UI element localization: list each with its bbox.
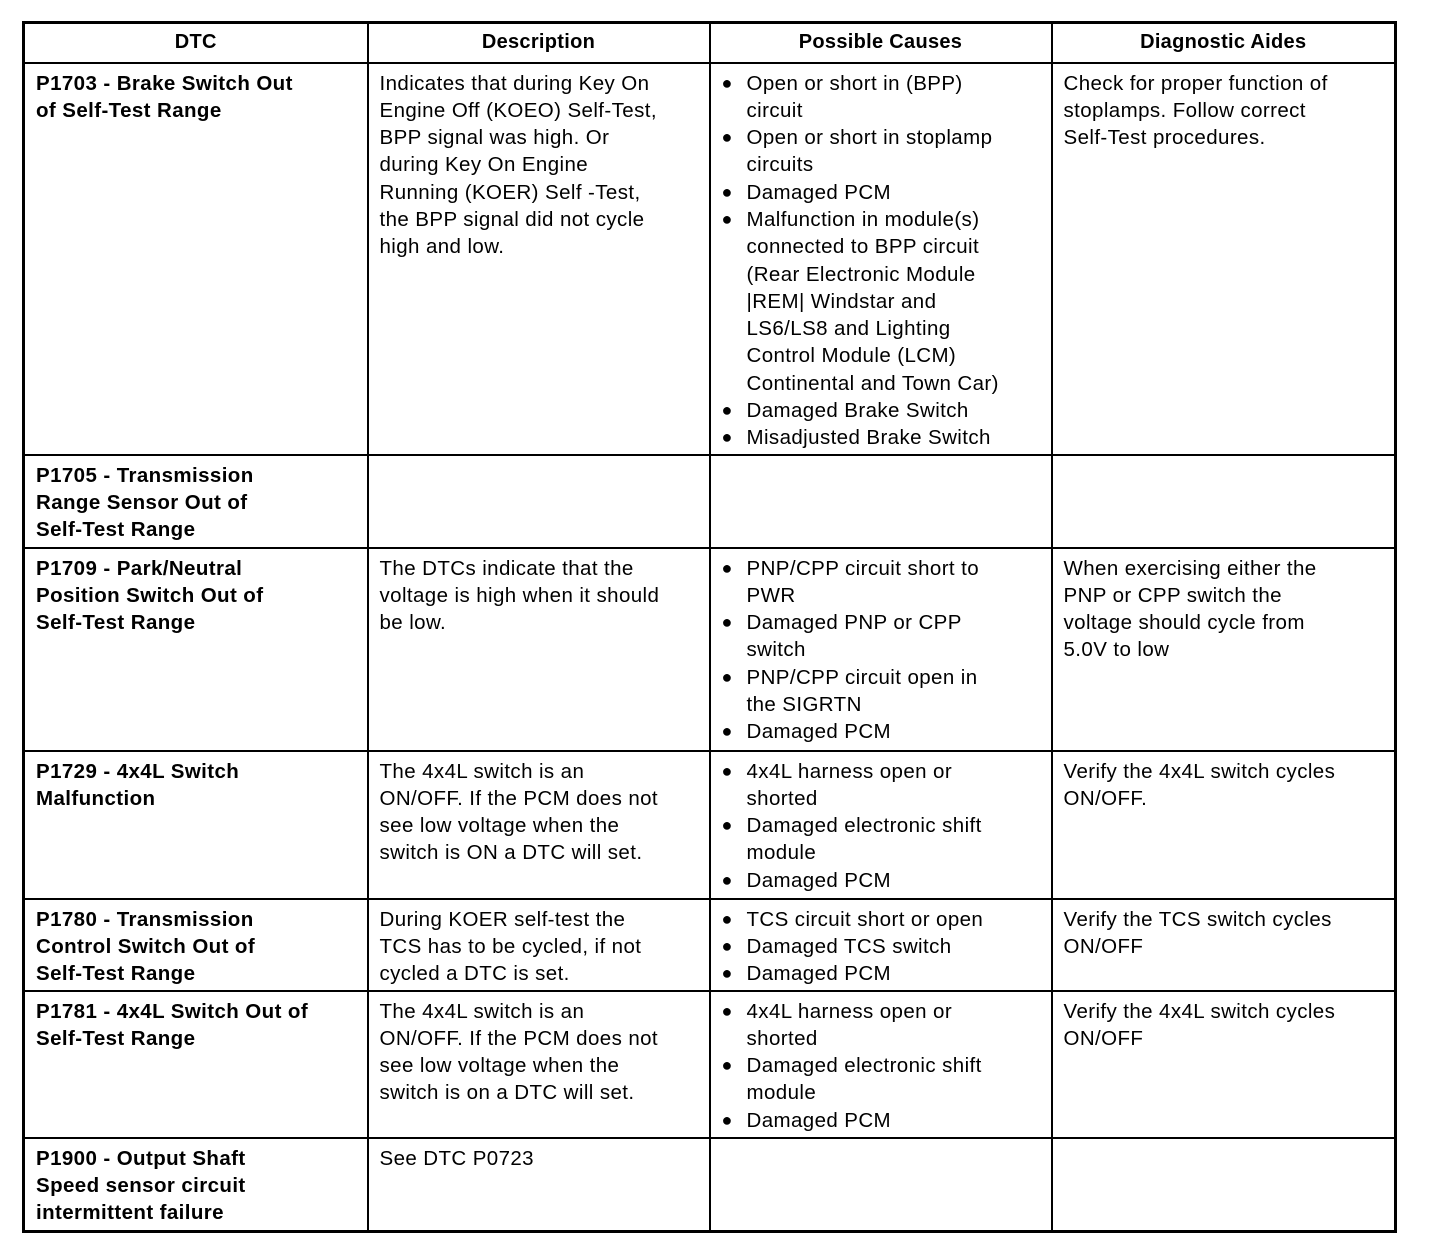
description-cell bbox=[368, 991, 710, 1138]
cause-item bbox=[721, 179, 1045, 206]
bullet-icon: ● bbox=[721, 963, 733, 984]
diagnostic-aides-text: Check for proper function of stoplamps. Follow correct Self-Test procedures. bbox=[1063, 71, 1328, 150]
cause-item bbox=[721, 960, 1045, 987]
cause-text: Damaged electronic shift module bbox=[746, 1054, 982, 1105]
cause-item bbox=[721, 206, 1045, 397]
dtc-cell bbox=[24, 1138, 368, 1232]
table-row bbox=[24, 455, 1396, 548]
table-body bbox=[24, 63, 1396, 1232]
dtc-cell bbox=[24, 991, 368, 1138]
bullet-icon: ● bbox=[721, 127, 733, 148]
cause-item bbox=[721, 812, 1045, 867]
cause-text: Damaged PCM bbox=[746, 1108, 892, 1132]
cause-text: 4x4L harness open or shorted bbox=[746, 759, 953, 810]
table-row bbox=[24, 548, 1396, 751]
diagnostic-aides-text bbox=[1053, 456, 1395, 462]
diagnostic-aides-text bbox=[1053, 1139, 1395, 1145]
table-row bbox=[24, 899, 1396, 991]
cause-text: Damaged PCM bbox=[746, 868, 892, 892]
diagnostic-aides-cell bbox=[1052, 991, 1396, 1138]
bullet-icon: ● bbox=[721, 760, 733, 781]
possible-causes-cell bbox=[710, 1138, 1052, 1232]
bullet-icon: ● bbox=[721, 869, 733, 890]
dtc-cell bbox=[24, 63, 368, 455]
cause-item bbox=[721, 1052, 1045, 1107]
bullet-icon: ● bbox=[721, 721, 733, 742]
diagnostic-aides-text: Verify the 4x4L switch cycles ON/OFF bbox=[1063, 999, 1336, 1050]
diagnostic-aides-cell bbox=[1052, 899, 1396, 991]
description-cell bbox=[368, 899, 710, 991]
diagnostic-aides-cell bbox=[1052, 751, 1396, 899]
causes-list bbox=[711, 549, 1051, 746]
possible-causes-cell bbox=[710, 63, 1052, 455]
cause-item bbox=[721, 424, 1045, 451]
cause-item bbox=[721, 555, 1045, 610]
diagnostic-aides-cell bbox=[1052, 1138, 1396, 1232]
causes-list bbox=[711, 900, 1051, 988]
dtc-code-text: P1703 - Brake Switch Out of Self-Test Range bbox=[36, 71, 293, 122]
header-diagnostic-aides: Diagnostic Aides bbox=[1052, 23, 1396, 63]
bullet-icon: ● bbox=[721, 427, 733, 448]
diagnostic-aides-text: Verify the TCS switch cycles ON/OFF bbox=[1063, 907, 1332, 958]
description-cell bbox=[368, 455, 710, 548]
cause-item bbox=[721, 718, 1045, 745]
bullet-icon: ● bbox=[721, 666, 733, 687]
header-description: Description bbox=[368, 23, 710, 63]
possible-causes-cell bbox=[710, 991, 1052, 1138]
possible-causes-cell bbox=[710, 548, 1052, 751]
dtc-code-text: P1705 - Transmission Range Sensor Out of Self-Test Range bbox=[36, 463, 254, 542]
diagnostic-aides-cell bbox=[1052, 548, 1396, 751]
diagnostic-aides-text: Verify the 4x4L switch cycles ON/OFF. bbox=[1063, 759, 1336, 810]
causes-list bbox=[711, 64, 1051, 452]
bullet-icon: ● bbox=[721, 1055, 733, 1076]
cause-text: PNP/CPP circuit open in the SIGRTN bbox=[746, 665, 978, 716]
cause-text: Damaged PNP or CPP switch bbox=[746, 611, 962, 662]
cause-text: Malfunction in module(s) connected to BPP circuit (Rear Electronic Module |REM| Windstar and LS6/LS8 and Lighting Control Module (LCM) Continental and Town Car) bbox=[746, 207, 999, 395]
description-text: The 4x4L switch is an ON/OFF. If the PCM does not see low voltage when the switch is ON a DTC will set. bbox=[379, 759, 659, 865]
table-row bbox=[24, 1138, 1396, 1232]
dtc-code-text: P1780 - Transmission Control Switch Out of Self-Test Range bbox=[36, 907, 256, 986]
description-cell bbox=[368, 751, 710, 899]
cause-text: Misadjusted Brake Switch bbox=[746, 426, 991, 450]
cause-item bbox=[721, 124, 1045, 179]
bullet-icon: ● bbox=[721, 208, 733, 229]
bullet-icon: ● bbox=[721, 1109, 733, 1130]
header-row bbox=[24, 23, 1396, 63]
dtc-cell bbox=[24, 455, 368, 548]
description-text: See DTC P0723 bbox=[379, 1146, 534, 1170]
description-text: Indicates that during Key On Engine Off (KOEO) Self-Test, BPP signal was high. Or during Key On Engine Running (KOER) Self -Test, the BPP signal did not cycle high and low. bbox=[379, 71, 657, 259]
bullet-icon: ● bbox=[721, 400, 733, 421]
description-text bbox=[369, 456, 709, 462]
diagnostic-aides-text: When exercising either the PNP or CPP switch the voltage should cycle from 5.0V to low bbox=[1063, 556, 1317, 662]
diagnostic-aides-cell bbox=[1052, 63, 1396, 455]
cause-item bbox=[721, 933, 1045, 960]
dtc-code-text: P1729 - 4x4L Switch Malfunction bbox=[36, 759, 240, 810]
cause-text: Damaged PCM bbox=[746, 720, 892, 744]
cause-text: PNP/CPP circuit short to PWR bbox=[746, 556, 980, 607]
cause-item bbox=[721, 664, 1045, 719]
description-text: The 4x4L switch is an ON/OFF. If the PCM does not see low voltage when the switch is on a DTC will set. bbox=[379, 999, 659, 1105]
cause-text: Damaged PCM bbox=[746, 962, 892, 986]
cause-text: Damaged Brake Switch bbox=[746, 399, 969, 423]
cause-text: Open or short in (BPP) circuit bbox=[746, 71, 963, 122]
cause-item bbox=[721, 758, 1045, 813]
possible-causes-cell bbox=[710, 751, 1052, 899]
cause-item bbox=[721, 998, 1045, 1053]
table-row bbox=[24, 63, 1396, 455]
description-text: The DTCs indicate that the voltage is high when it should be low. bbox=[379, 556, 660, 635]
cause-item bbox=[721, 1107, 1045, 1134]
causes-list bbox=[711, 992, 1051, 1134]
cause-text: 4x4L harness open or shorted bbox=[746, 999, 953, 1050]
table-row bbox=[24, 751, 1396, 899]
cause-text: Open or short in stoplamp circuits bbox=[746, 126, 993, 177]
cause-item bbox=[721, 867, 1045, 894]
dtc-code-text: P1709 - Park/Neutral Position Switch Out of Self-Test Range bbox=[36, 556, 264, 635]
dtc-cell bbox=[24, 751, 368, 899]
cause-item bbox=[721, 397, 1045, 424]
dtc-code-text: P1900 - Output Shaft Speed sensor circuit intermittent failure bbox=[36, 1146, 246, 1225]
bullet-icon: ● bbox=[721, 612, 733, 633]
header-possible-causes: Possible Causes bbox=[710, 23, 1052, 63]
cause-text: Damaged TCS switch bbox=[746, 934, 952, 958]
causes-list bbox=[711, 456, 1051, 462]
cause-text: Damaged electronic shift module bbox=[746, 814, 982, 865]
causes-list bbox=[711, 1139, 1051, 1145]
description-cell bbox=[368, 63, 710, 455]
description-cell bbox=[368, 1138, 710, 1232]
header-dtc: DTC bbox=[24, 23, 368, 63]
cause-text: TCS circuit short or open bbox=[746, 907, 984, 931]
table-row bbox=[24, 991, 1396, 1138]
causes-list bbox=[711, 752, 1051, 894]
diagnostic-aides-cell bbox=[1052, 455, 1396, 548]
dtc-code-text: P1781 - 4x4L Switch Out of Self-Test Range bbox=[36, 999, 309, 1050]
dtc-cell bbox=[24, 899, 368, 991]
possible-causes-cell bbox=[710, 899, 1052, 991]
bullet-icon: ● bbox=[721, 72, 733, 93]
possible-causes-cell bbox=[710, 455, 1052, 548]
description-cell bbox=[368, 548, 710, 751]
dtc-cell bbox=[24, 548, 368, 751]
cause-item bbox=[721, 609, 1045, 664]
bullet-icon: ● bbox=[721, 815, 733, 836]
description-text: During KOER self-test the TCS has to be cycled, if not cycled a DTC is set. bbox=[379, 907, 642, 986]
bullet-icon: ● bbox=[721, 557, 733, 578]
cause-item bbox=[721, 70, 1045, 125]
cause-text: Damaged PCM bbox=[746, 180, 892, 204]
bullet-icon: ● bbox=[721, 1000, 733, 1021]
cause-item bbox=[721, 906, 1045, 933]
bullet-icon: ● bbox=[721, 908, 733, 929]
bullet-icon: ● bbox=[721, 935, 733, 956]
bullet-icon: ● bbox=[721, 181, 733, 202]
dtc-table bbox=[22, 21, 1397, 1233]
